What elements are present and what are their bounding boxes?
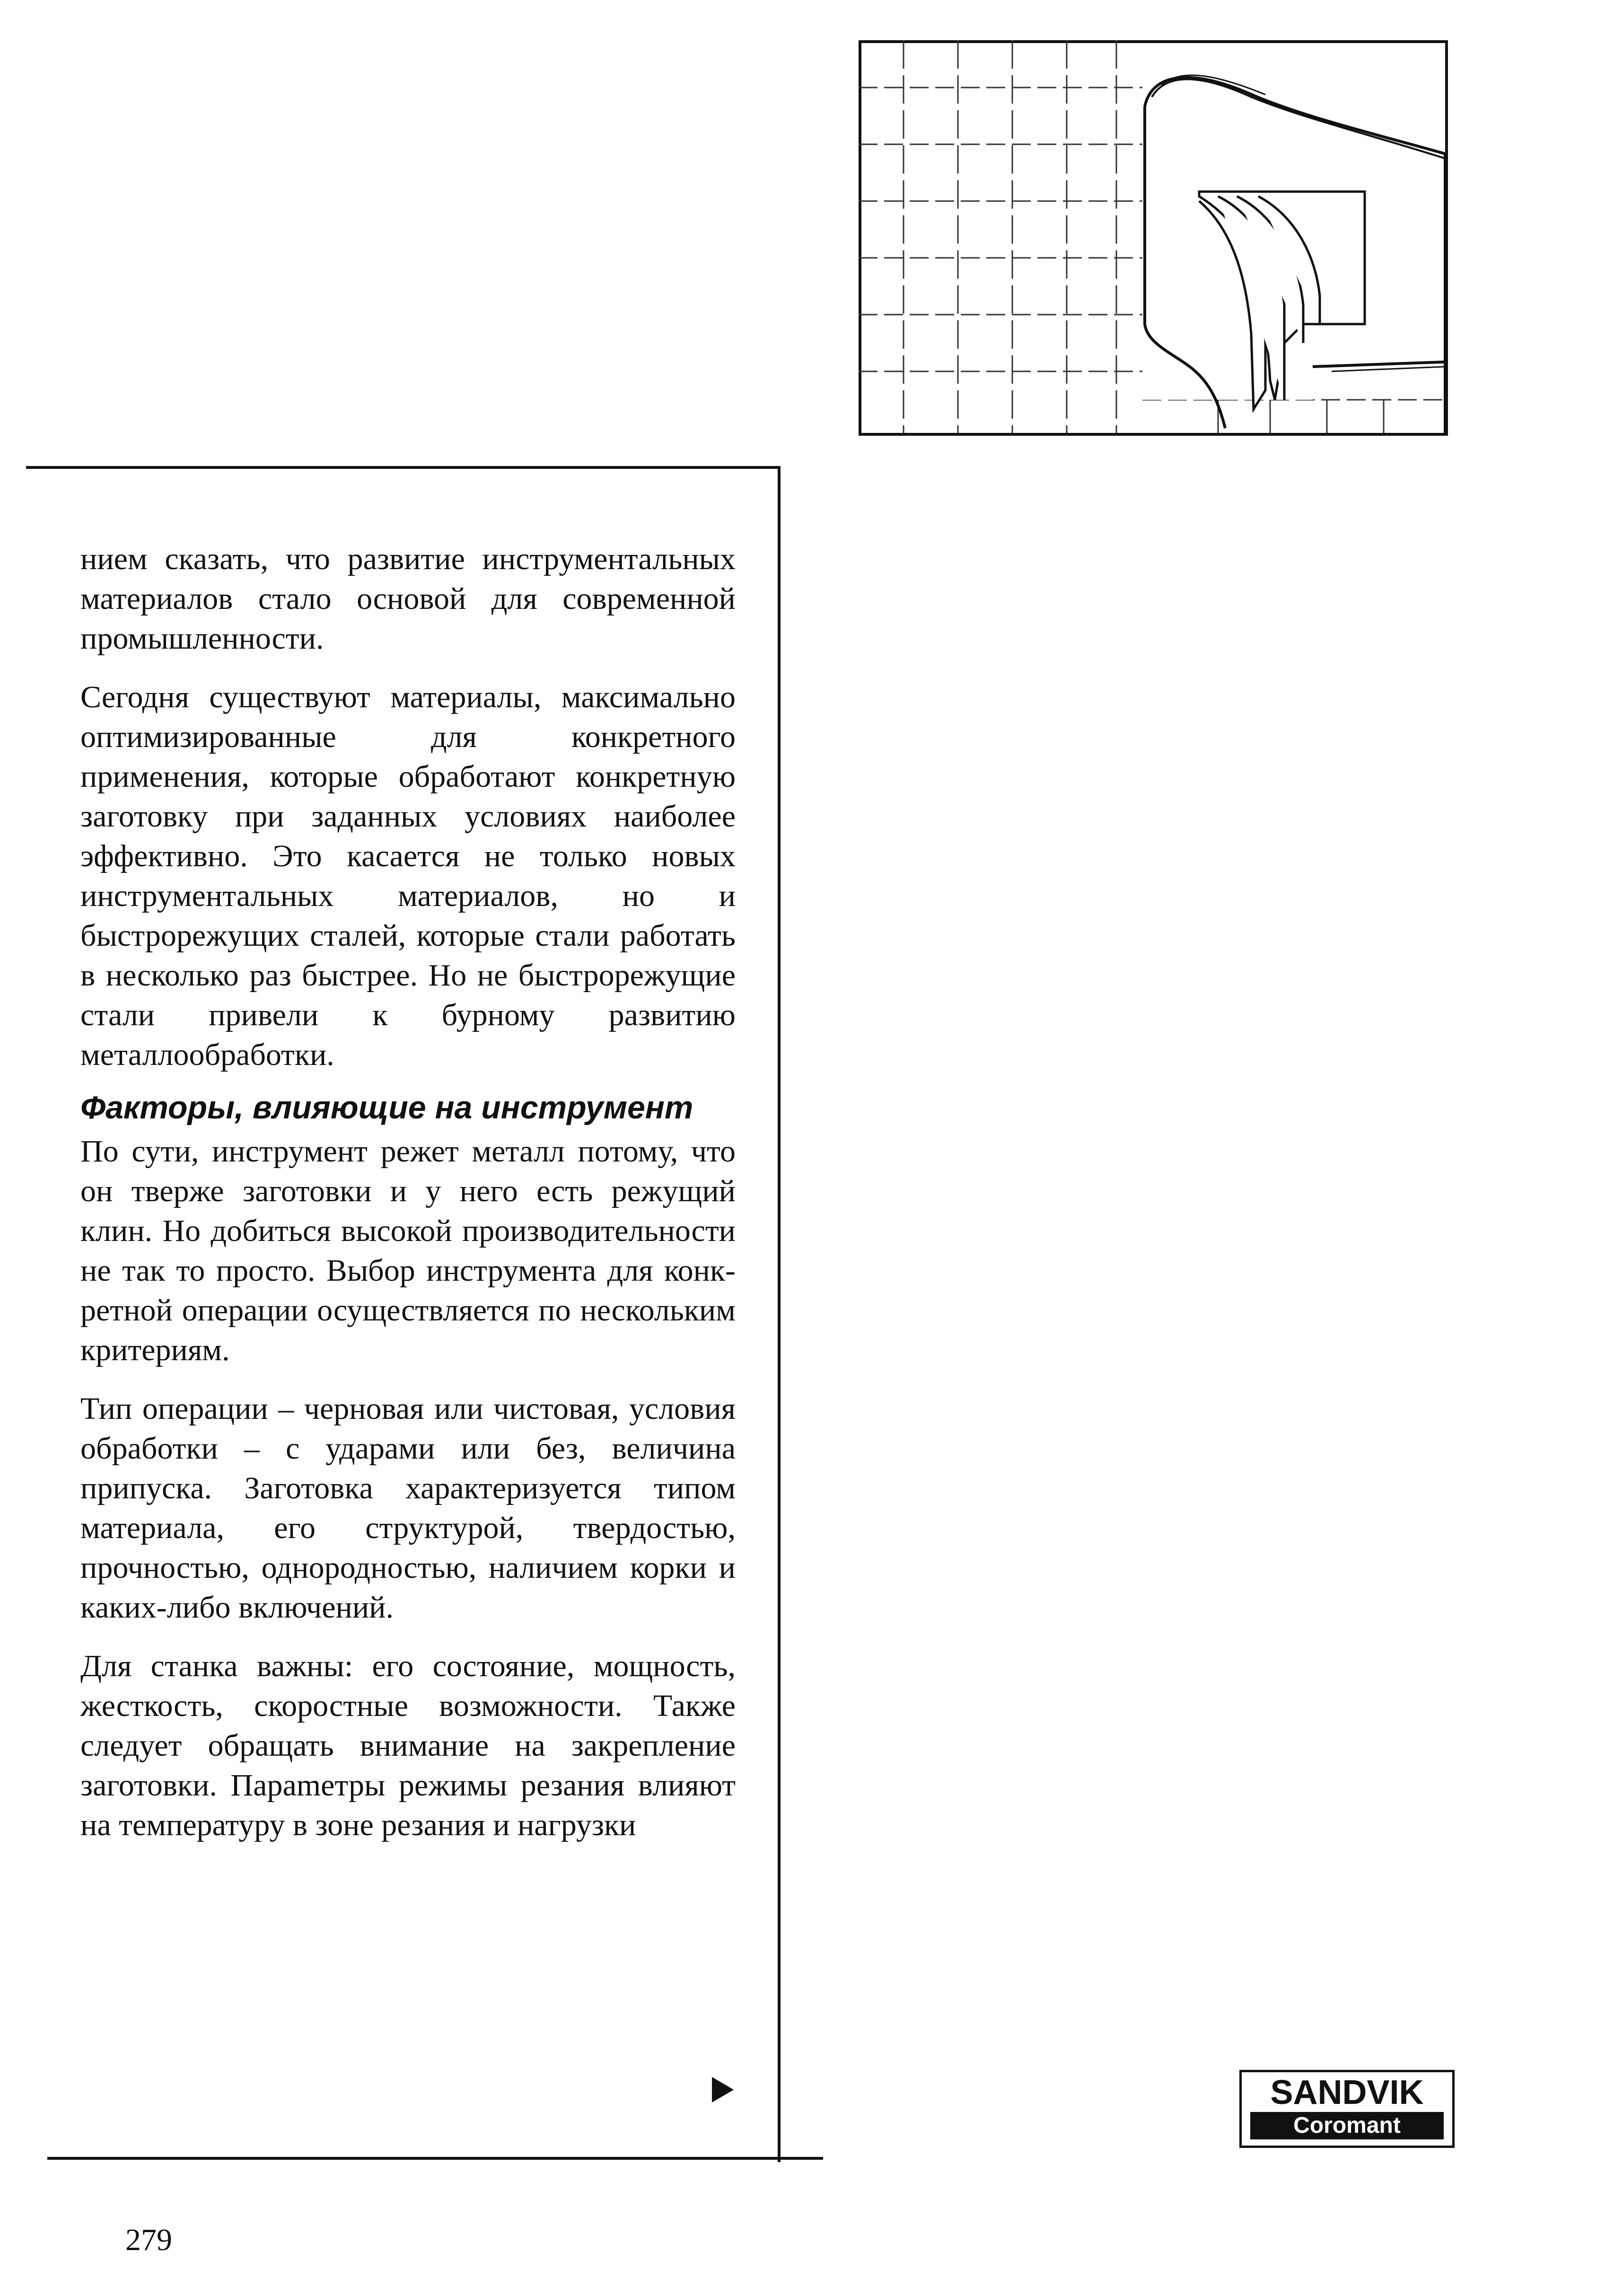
body-text bbox=[80, 539, 736, 1864]
logo-brand: SANDVIK bbox=[1270, 2074, 1424, 2111]
chip-formation-illustration bbox=[859, 40, 1450, 438]
paragraph-1: нием сказать, что развитие инструментальных материалов стало основой для современной промышленности. bbox=[80, 542, 736, 656]
paragraph-3: По сути, инструмент режет металл потому, что он тверже заготовки и у него есть режущий клин. Но добиться высокой производительности не так то просто. Выбор инструмента для конкретной операции осуществляется по нескольким критериям. bbox=[80, 1134, 736, 1367]
paragraph-2: Сегодня существуют материалы, максимально оптимизированные для конкретного применения, которые обработают конкретную заготовку при заданных условиях наиболее эффективно. Это касается не только новых инструментальных материалов, но и быстрорежущих сталей, которые стали работать в несколько раз быстрее. Но не быстрорежущие стали привели к бурному развитию металлообработки. bbox=[80, 680, 736, 1072]
sandvik-coromant-logo bbox=[1239, 2070, 1455, 2148]
frame-bottom-rule bbox=[47, 2157, 823, 2160]
frame-top-rule bbox=[26, 466, 781, 469]
section-heading: Факторы, влияющие на инструмент bbox=[80, 1090, 693, 1126]
paragraph-5: Для станка важны: его состояние, мощность, жесткость, скоростные возможности. Также следует обращать внимание на закрепление заготовки. Параmетры режимы резания влияют на температуру в зоне резания и нагрузки bbox=[80, 1649, 736, 1842]
paragraph-4: Тип операции – черновая или чистовая, условия обработки – с ударами или без, величина припуска. Заготовка характеризуется типом материала, его структурой, твердостью, прочностью, однородностью, наличием корки и каких-либо включений. bbox=[80, 1391, 736, 1625]
logo-sub: Coromant bbox=[1250, 2112, 1444, 2139]
frame-right-rule bbox=[778, 466, 781, 2162]
page-number: 279 bbox=[125, 2223, 172, 2257]
arrow-right-icon bbox=[712, 2077, 734, 2102]
